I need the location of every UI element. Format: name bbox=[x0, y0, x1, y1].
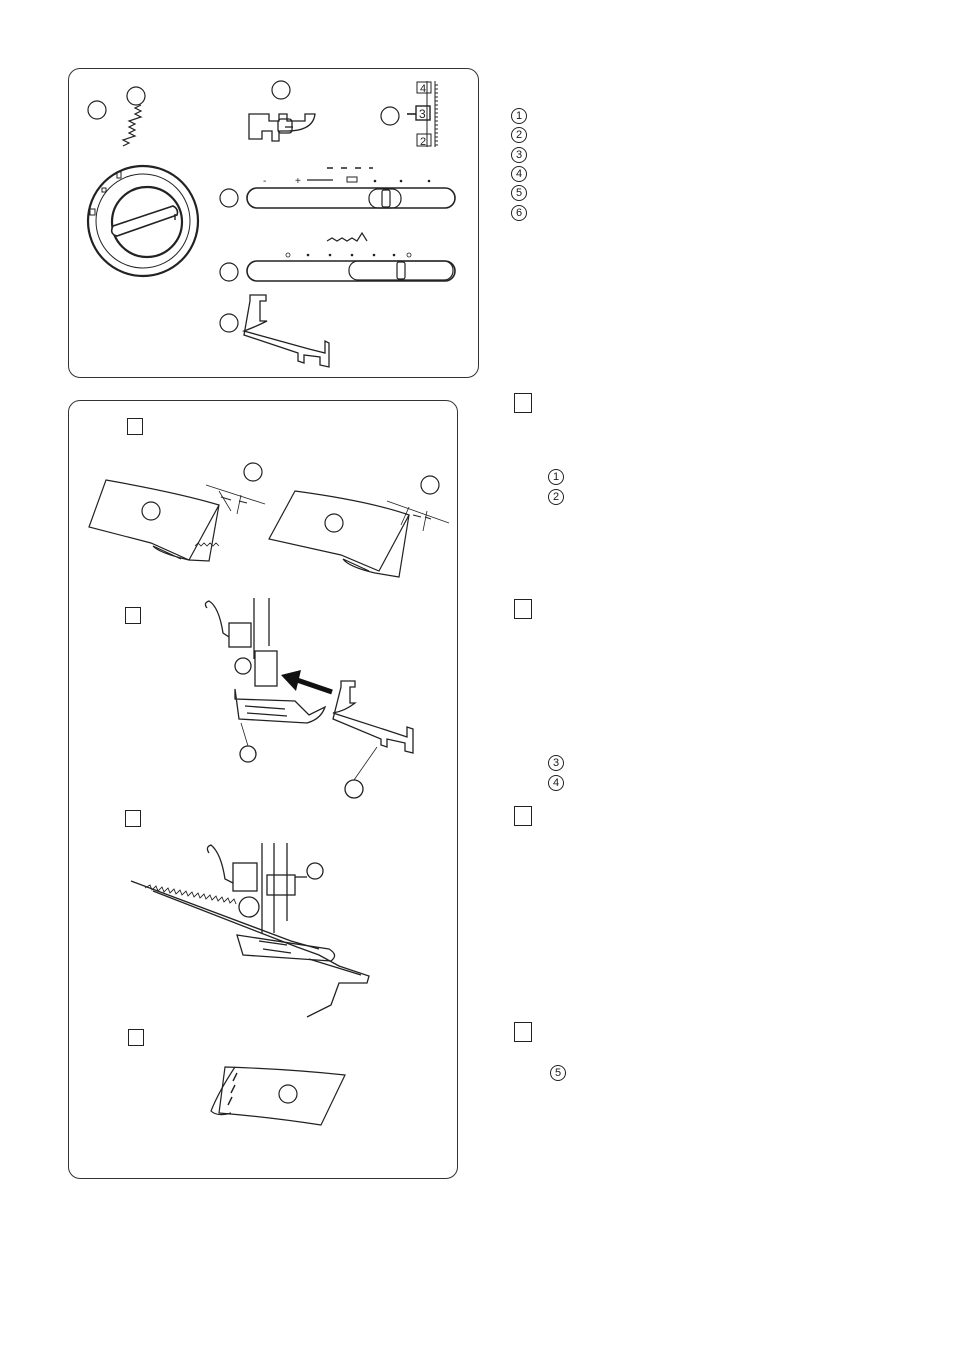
step1-ref-2: 2 bbox=[548, 489, 564, 505]
scale-label-4: 4 bbox=[420, 83, 427, 95]
attach-guide-illustration bbox=[205, 598, 413, 798]
settings-illustration bbox=[69, 69, 481, 381]
attach-arrow bbox=[294, 679, 332, 692]
legend-number-1: 1 bbox=[511, 108, 527, 124]
callout-circle bbox=[88, 101, 106, 119]
step4-ref-5: 5 bbox=[550, 1065, 566, 1081]
step-box-1-right bbox=[514, 393, 532, 413]
callout-circle bbox=[220, 263, 238, 281]
pattern-selector-dial bbox=[88, 166, 198, 276]
callout-circle bbox=[220, 314, 238, 332]
callout-circle bbox=[127, 87, 145, 105]
finished-hem-illustration bbox=[211, 1067, 345, 1125]
fabric-fold-light bbox=[269, 476, 449, 577]
legend-number-5: 5 bbox=[511, 185, 527, 201]
svg-text:+: + bbox=[295, 176, 301, 187]
callout-circle bbox=[272, 81, 290, 99]
step1-ref-1: 1 bbox=[548, 469, 564, 485]
stitch-width-slider-graphic bbox=[247, 233, 455, 281]
scale-label-2: 2 bbox=[420, 136, 427, 148]
steps-illustration bbox=[69, 401, 461, 1181]
step2-ref-3: 3 bbox=[548, 755, 564, 771]
sewing-illustration bbox=[131, 843, 369, 1017]
steps-panel bbox=[68, 400, 458, 1179]
legend-number-4: 4 bbox=[511, 166, 527, 182]
legend-number-6: 6 bbox=[511, 205, 527, 221]
presser-foot-icon bbox=[249, 114, 315, 141]
legend-number-3: 3 bbox=[511, 147, 527, 163]
blind-hem-guide-icon bbox=[244, 295, 329, 367]
step-box-3-right bbox=[514, 806, 532, 826]
fabric-fold-heavy bbox=[89, 463, 265, 561]
legend-number-2: 2 bbox=[511, 127, 527, 143]
step-box-2-right bbox=[514, 599, 532, 619]
stitch-length-slider-graphic bbox=[247, 168, 455, 208]
scale-label-3: 3 bbox=[419, 107, 426, 121]
blind-stitch-icon bbox=[123, 105, 141, 146]
step2-ref-4: 4 bbox=[548, 775, 564, 791]
svg-text:-: - bbox=[263, 176, 267, 187]
callout-circle bbox=[381, 107, 399, 125]
callout-circle bbox=[220, 189, 238, 207]
step-box-4-right bbox=[514, 1022, 532, 1042]
settings-panel bbox=[68, 68, 479, 378]
